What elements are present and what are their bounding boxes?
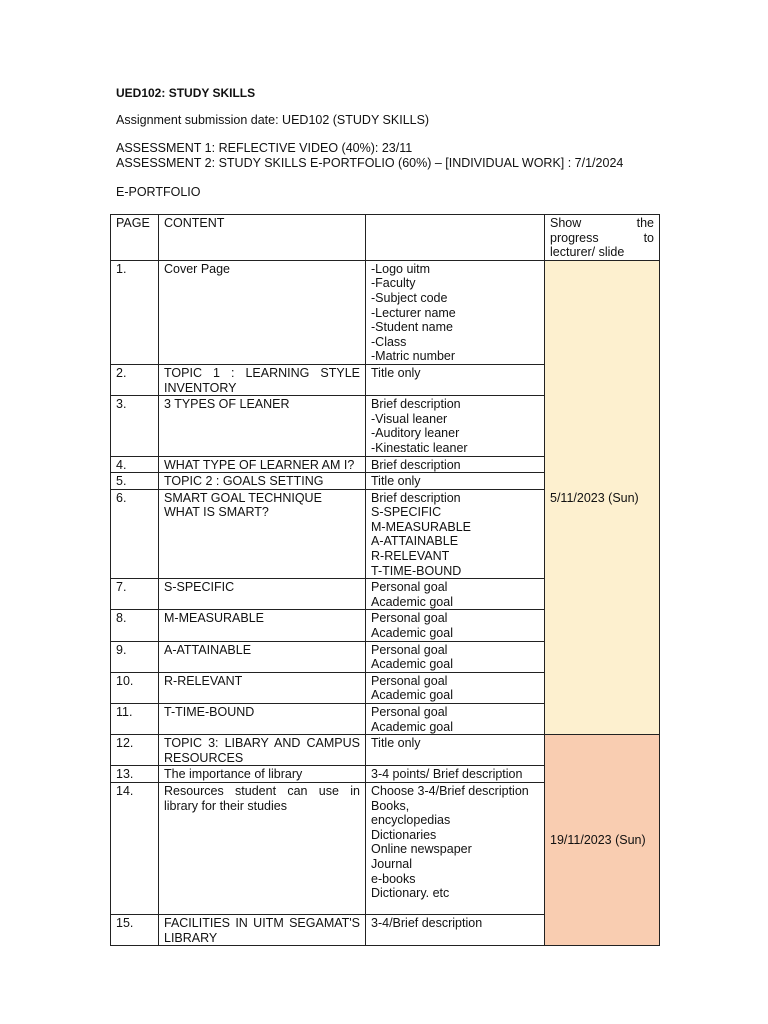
details-cell: Brief description — [366, 456, 545, 473]
detail-line: A-ATTAINABLE — [371, 534, 459, 549]
details-cell — [366, 489, 545, 579]
detail-line: M-MEASURABLE — [371, 519, 472, 534]
assessment-1-line: ASSESSMENT 1: REFLECTIVE VIDEO (40%): 23/11 — [116, 141, 413, 155]
detail-line: T-TIME-BOUND — [371, 563, 462, 578]
content-line: SMART GOAL TECHNIQUE — [164, 490, 322, 505]
content-cell: The importance of library — [159, 766, 366, 783]
detail-line: R-RELEVANT — [371, 549, 450, 564]
table-header-row — [111, 215, 660, 261]
content-cell — [159, 489, 366, 579]
page-number: 14. — [111, 782, 159, 914]
header-page: PAGE — [111, 215, 159, 261]
detail-line: S-SPECIFIC — [371, 505, 442, 520]
detail-line: -Matric number — [371, 349, 456, 364]
section-heading: E-PORTFOLIO — [116, 185, 201, 199]
page-number: 13. — [111, 766, 159, 783]
content-cell: WHAT TYPE OF LEARNER AM I? — [159, 456, 366, 473]
header-progress: Show the progress to lecturer/ slide — [545, 215, 660, 261]
content-cell: S-SPECIFIC — [159, 579, 366, 610]
detail-line: Personal goal — [371, 673, 448, 688]
detail-line: Academic goal — [371, 688, 453, 703]
content-line: WHAT IS SMART? — [164, 505, 269, 520]
details-cell: 3-4 points/ Brief description — [366, 766, 545, 783]
content-cell: Resources student can use in library for their studies — [159, 782, 366, 914]
content-cell: FACILITIES IN UITM SEGAMAT'S LIBRARY — [159, 914, 366, 945]
detail-line: -Visual leaner — [371, 411, 448, 426]
page-number: 3. — [111, 396, 159, 456]
content-cell: T-TIME-BOUND — [159, 704, 366, 735]
detail-line: Books, — [371, 798, 410, 813]
progress-date-1: 5/11/2023 (Sun) — [545, 260, 660, 734]
content-cell: TOPIC 3: LIBARY AND CAMPUS RESOURCES — [159, 735, 366, 766]
details-cell — [366, 641, 545, 672]
detail-line: Academic goal — [371, 657, 453, 672]
detail-line: -Logo uitm — [371, 261, 431, 276]
detail-line: Dictionary. etc — [371, 886, 450, 901]
details-cell — [366, 260, 545, 364]
content-cell: TOPIC 1 : LEARNING STYLE INVENTORY — [159, 364, 366, 395]
page-number: 2. — [111, 364, 159, 395]
details-cell — [366, 782, 545, 914]
detail-line: -Auditory leaner — [371, 426, 460, 441]
details-cell: 3-4/Brief description — [366, 914, 545, 945]
document-title: UED102: STUDY SKILLS — [116, 86, 256, 100]
page-number: 8. — [111, 610, 159, 641]
content-cell: M-MEASURABLE — [159, 610, 366, 641]
detail-line: Personal goal — [371, 705, 448, 719]
details-cell: Title only — [366, 364, 545, 395]
details-cell — [366, 610, 545, 641]
detail-line: Personal goal — [371, 642, 448, 657]
detail-line: -Class — [371, 334, 407, 349]
detail-line: Choose 3-4/Brief description — [371, 783, 529, 798]
detail-line: Personal goal — [371, 580, 448, 595]
detail-line: Brief description — [371, 397, 461, 412]
page-number: 7. — [111, 579, 159, 610]
content-cell: R-RELEVANT — [159, 672, 366, 703]
details-cell — [366, 704, 545, 735]
details-cell — [366, 672, 545, 703]
details-cell: Title only — [366, 473, 545, 490]
details-cell — [366, 579, 545, 610]
detail-line: Online newspaper — [371, 842, 472, 857]
submission-date-line: Assignment submission date: UED102 (STUDY SKILLS) — [116, 113, 430, 127]
detail-line: e-books — [371, 871, 416, 886]
details-cell — [366, 396, 545, 456]
table-row — [111, 735, 660, 766]
page-number: 15. — [111, 914, 159, 945]
detail-line: Dictionaries — [371, 827, 437, 842]
page-number: 4. — [111, 456, 159, 473]
detail-line: Personal goal — [371, 611, 448, 626]
header-details — [366, 215, 545, 261]
detail-line: Academic goal — [371, 626, 453, 641]
detail-line: -Lecturer name — [371, 305, 456, 320]
content-cell: A-ATTAINABLE — [159, 641, 366, 672]
detail-line: -Faculty — [371, 276, 416, 291]
progress-date-2: 19/11/2023 (Sun) — [545, 735, 660, 946]
page-number: 5. — [111, 473, 159, 490]
page-number: 6. — [111, 489, 159, 579]
content-cell: TOPIC 2 : GOALS SETTING — [159, 473, 366, 490]
page-number: 10. — [111, 672, 159, 703]
detail-line: -Kinestatic leaner — [371, 440, 468, 455]
detail-line: -Subject code — [371, 290, 448, 305]
page-number: 9. — [111, 641, 159, 672]
detail-line: Academic goal — [371, 594, 453, 609]
content-cell: 3 TYPES OF LEANER — [159, 396, 366, 456]
table-row — [111, 260, 660, 364]
page-number: 12. — [111, 735, 159, 766]
detail-line: Academic goal — [371, 719, 453, 734]
content-cell: Cover Page — [159, 260, 366, 364]
page-number: 11. — [111, 704, 159, 735]
eportfolio-table — [110, 214, 660, 946]
detail-line: encyclopedias — [371, 813, 451, 828]
detail-line: Journal — [371, 856, 412, 871]
page-number: 1. — [111, 260, 159, 364]
detail-line: -Student name — [371, 320, 453, 335]
detail-line: Brief description — [371, 490, 461, 505]
header-content: CONTENT — [159, 215, 366, 261]
assessment-2-line: ASSESSMENT 2: STUDY SKILLS E-PORTFOLIO (60%) – [INDIVIDUAL WORK] : 7/1/2024 — [116, 156, 624, 170]
details-cell: Title only — [366, 735, 545, 766]
